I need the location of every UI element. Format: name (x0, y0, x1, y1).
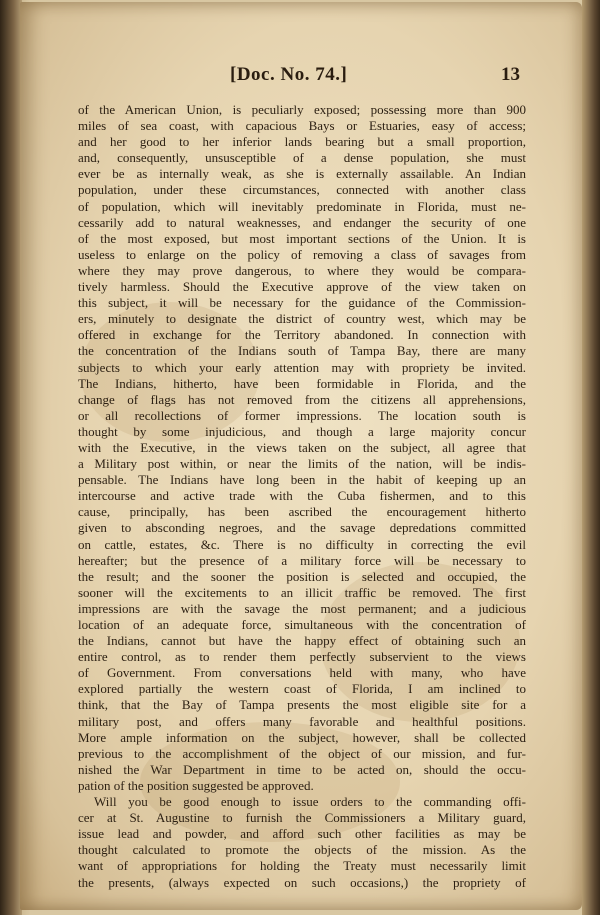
text-line: think, that the Bay of Tampa presents the most eligible site for a (78, 697, 526, 713)
text-line: offered in exchange for the Territory abandoned. In connection with (78, 327, 526, 343)
document-number: [Doc. No. 74.] (230, 64, 348, 85)
text-line: change of flags has not removed from the citizens all apprehensions, (78, 391, 526, 407)
text-line: or all recollections of former impressions. The location south is (78, 407, 526, 423)
text-line: cause, principally, has been ascribed the encouragement hitherto (78, 504, 526, 520)
text-line: previous to the accomplishment of the object of our mission, and fur- (78, 745, 526, 761)
text-line: the Indians, cannot but have the happy effect of obtaining such an (78, 633, 526, 649)
text-line: where they may prove dangerous, to where they would be compara- (78, 262, 526, 278)
facing-page-edge (0, 0, 22, 915)
text-line: want of appropriations for holding the Treaty must necessarily limit (78, 858, 526, 874)
text-line: population, under these circumstances, connected with another class (78, 182, 526, 198)
text-line: The Indians, hitherto, have been formidable in Florida, and the (78, 375, 526, 391)
text-line: thought calculated to promote the objects of the mission. As the (78, 842, 526, 858)
text-line: the concentration of the Indians south of Tampa Bay, there are many (78, 343, 526, 359)
page-right-edge (582, 0, 600, 915)
text-line: of Government. From conversations held with many, who have (78, 665, 526, 681)
text-line: sooner will the excitements to an illicit traffic be removed. The first (78, 584, 526, 600)
text-line: and, consequently, unsusceptible of a dense population, she must (78, 150, 526, 166)
text-line: pensable. The Indians have long been in the habit of keeping up an (78, 472, 526, 488)
text-line: location of an adequate force, simultaneous with the concentration of (78, 617, 526, 632)
text-line: tively harmless. Should the Executive approve of the view taken on (78, 279, 526, 295)
text-line: military post, and offers many favorable and healthful positions. (78, 713, 526, 729)
body-text (78, 102, 526, 891)
text-line: issue lead and powder, and afford such other facilities as may be (78, 826, 526, 842)
text-line: of the most exposed, but most important sections of the Union. It is (78, 230, 526, 246)
text-line: the presents, (always expected on such occasions,) the propriety of (78, 874, 526, 890)
text-line: given to absconding negroes, and the savage depredations committed (78, 520, 526, 536)
text-line: on cattle, estates, &c. There is no difficulty in correcting the evil (78, 536, 526, 552)
text-line: this subject, it will be necessary for the guidance of the Commission- (78, 295, 526, 311)
text-line: thought by some injudicious, and though a large majority concur (78, 423, 526, 439)
text-line: nished the War Department in time to be acted on, should the occu- (78, 761, 526, 777)
text-line: pation of the position suggested be approved. (78, 777, 314, 793)
text-line: cer at St. Augustine to furnish the Commissioners a Military guard, (78, 810, 526, 826)
text-line: ers, minutely to designate the district of country west, which may be (78, 311, 526, 327)
text-line: explored partially the western coast of Florida, I am inclined to (78, 681, 526, 697)
text-line: cessarily add to natural weaknesses, and endanger the security of one (78, 214, 526, 230)
text-line: with the Executive, in the views taken on the subject, all agree that (78, 439, 526, 455)
text-line: subjects to which your early attention may with propriety be invited. (78, 359, 526, 375)
document-page (20, 2, 582, 910)
text-line: More ample information on the subject, however, shall be collected (78, 729, 526, 745)
text-line: intercourse and active trade with the Cuba fishermen, and to this (78, 488, 526, 504)
text-line: entire control, as to render them perfectly subservient to the views (78, 649, 526, 665)
text-line: of population, which will inevitably predominate in Florida, must ne- (78, 198, 526, 214)
text-line: miles of sea coast, with capacious Bays or Estuaries, easy of access; (78, 118, 526, 134)
page-header (20, 64, 582, 94)
text-line: of the American Union, is peculiarly exposed; possessing more than 900 (78, 102, 526, 117)
text-line: ever be as internally weak, as she is externally assailable. An Indian (78, 166, 526, 182)
text-line: the result; and the sooner the position is selected and occupied, the (78, 568, 526, 584)
text-line: impressions are with the savage the most permanent; and a judicious (78, 600, 526, 616)
text-line: hereafter; but the presence of a military force will be necessary to (78, 552, 526, 568)
text-line: Will you be good enough to issue orders to the commanding offi- (94, 794, 526, 810)
text-line: and her good to her inferior lands bearing but a small proportion, (78, 134, 526, 150)
text-line: a Military post within, or near the limits of the nation, will be indis- (78, 456, 526, 472)
text-line: useless to enlarge on the policy of removing a class of savages from (78, 246, 526, 262)
page-number: 13 (501, 64, 520, 85)
